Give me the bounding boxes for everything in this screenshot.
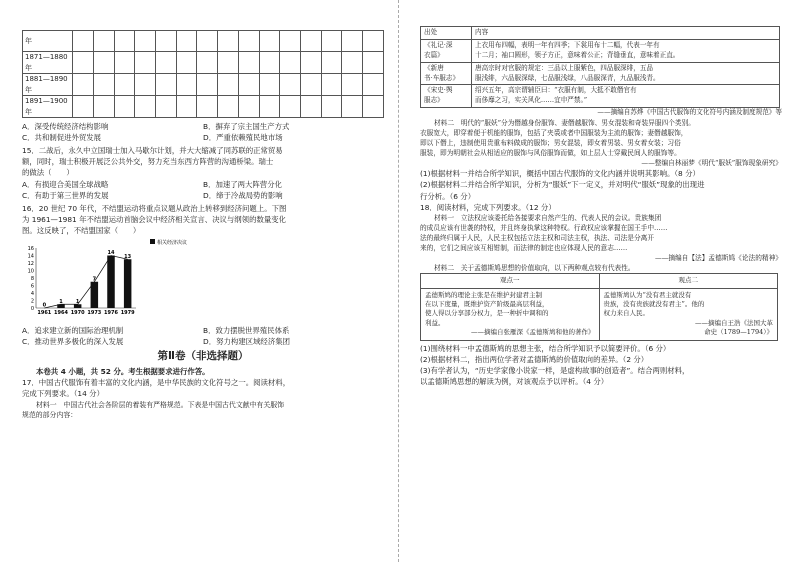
year-cell: 年 <box>23 31 73 52</box>
section-note: 本卷共 4 小题，共 52 分。考生根据要求进行作答。 <box>36 367 210 377</box>
stem-line: 额，同时，瑞士积极开展泛公共外交，努力充当东西方阵营的沟通桥梁。瑞士 <box>22 157 274 167</box>
y-tick-label: 2 <box>30 298 34 305</box>
question-line: (3)有学者认为，“历史学家像小说家一样，是虚构故事的创造者”。结合两则材料， <box>420 365 690 375</box>
material-line: 材料二 关于孟德斯鸠思想的价值取向，以下两种观点较有代表性。 <box>434 264 635 273</box>
material-two <box>420 118 782 168</box>
source-cell: 《新唐 书·车服志》 <box>421 62 472 85</box>
y-tick-label: 12 <box>27 260 34 267</box>
source-cell: 《宋史·舆 服志》 <box>421 85 472 108</box>
option-b[interactable]: B．摒弃了宗主国生产方式 <box>203 122 290 131</box>
x-tick-label: 1973 <box>87 310 102 317</box>
right-column <box>420 0 782 387</box>
option-a[interactable]: A．有损迎合美国全球战略 <box>22 179 109 189</box>
q18-stem: 18．阅读材料，完成下列要求。（12 分） <box>420 202 556 212</box>
option-b[interactable]: B．加速了两大阵营分化 <box>203 179 282 189</box>
header-content: 内容 <box>472 27 780 40</box>
stem-line: 完成下列要求。（14 分） <box>22 389 104 399</box>
question-line: 行分析。（6 分） <box>420 191 476 201</box>
resolution-bar-chart <box>22 236 222 322</box>
question-line: 以孟德斯鸠思想的解读为例，对该观点予以评析。（4 分） <box>420 376 609 386</box>
stem-line: 为 1961—1981 年不结盟运动首脑会议中经济相关宣言、决议与纲领的数量变化 <box>22 214 287 224</box>
stem-line: 17．中国古代服饰有着丰富的文化内涵，是中华民族的文化符号之一。阅读材料， <box>22 378 291 388</box>
table-row <box>421 85 780 108</box>
material-line: 材料一 立法权应该委托给各接要求自然产生的、代表人民的会议。贵族集团 <box>434 213 662 222</box>
question-line: (1)围绕材料一中孟德斯鸠的思想主张，结合所学知识予以简要评价。（6 分） <box>420 343 671 353</box>
year-cell: 1871—1880年 <box>23 52 73 74</box>
material-line: 来的，它们之间应该互相钳制，而法律的制定也应体现人民的意志…… <box>420 243 628 252</box>
q16-stem <box>22 203 384 236</box>
y-tick-label: 0 <box>30 305 34 312</box>
stem-line: 15．二战后，永久中立国瑞士加入马歇尔计划，并大大缩减了同苏联的正常贸易 <box>22 146 283 156</box>
material-line: 即以下僭上，违制使用贵重布料做成的服饰；男女混装，即女着男装、男女着女装；习俗 <box>420 139 681 148</box>
material-line: 材料二 明代的“服妖”分为僭越身份服饰、妻僭越服饰、男女混装和奇装异服四个类别。 <box>434 119 695 128</box>
table-header-row <box>421 27 780 40</box>
bar <box>74 304 82 308</box>
option-c[interactable]: C．推动世界多极化的深入发展 <box>22 337 124 347</box>
option-a[interactable]: A．深受传统经济结构影响 <box>22 122 109 131</box>
table-header-row <box>421 274 778 288</box>
content-cell: 绍兴五年，高宗谓辅臣曰：“衣服有制，大抵不敢僭官有 而侈靡之习，实关风化……宜申严禁。” <box>472 85 780 108</box>
table-row <box>23 31 384 52</box>
question-line: (2)根据材料二并结合所学知识，分析为“服妖”下一定义，并对明代“服妖”现象的出现进 <box>420 180 705 190</box>
left-column <box>22 0 384 420</box>
data-label: 14 <box>107 250 115 257</box>
stem-line: 16．20 世纪 70 年代，不结盟运动将重点议题从政治上转移到经济问题上。下图 <box>22 203 287 213</box>
option-c[interactable]: C．有助于第三世界的发展 <box>22 190 109 200</box>
material-line: 衣服宽大，即穿着便于机能的服饰，包括了夹裘或者中国服装为主流的服饰；妻僭越服饰， <box>420 129 688 138</box>
data-label: 1 <box>59 298 63 305</box>
material-credit: ——摘编自【法】孟德斯鸠《论法的精神》 <box>654 253 782 262</box>
trade-table <box>22 30 384 118</box>
source-cell: 《礼记·深 衣篇》 <box>421 39 472 62</box>
data-label: 1 <box>75 298 80 305</box>
year-cell: 1891—1900年 <box>23 96 73 118</box>
option-d[interactable]: D．努力构建区域经济集团 <box>203 337 290 347</box>
table-row <box>421 288 778 340</box>
trend-line <box>44 256 127 309</box>
chart-legend <box>150 239 187 246</box>
table-row <box>23 74 384 96</box>
table-row <box>23 52 384 74</box>
stem-line: 图。这反映了，不结盟国家（ ） <box>22 225 141 235</box>
data-label: 7 <box>92 276 97 283</box>
question-line: (2)根据材料二，指出两位学者对孟德斯鸠的价值取向的差异。（2 分） <box>420 354 649 364</box>
clothing-rules-table <box>420 26 780 108</box>
table-row <box>421 39 780 62</box>
x-tick-label: 1964 <box>54 310 68 317</box>
option-a[interactable]: A．追求建立新的国际治理机制 <box>22 326 124 336</box>
question-line: (1)根据材料一并结合所学知识，概括中国古代服饰的文化内涵并说明其影响。（8 分） <box>420 169 700 179</box>
header-view-one: 观点一 <box>421 274 600 288</box>
legend-label: 相关经济决议 <box>157 240 188 247</box>
q18-material-one <box>420 213 782 273</box>
header-source: 出处 <box>421 27 472 40</box>
y-tick-label: 14 <box>27 253 34 260</box>
table-row <box>421 62 780 85</box>
section-title: 第Ⅱ卷（非选择题） <box>157 350 249 363</box>
x-tick-label: 1979 <box>120 310 135 317</box>
y-tick-label: 10 <box>27 268 34 275</box>
content-cell: 上衣用布四幅，表明一年有四季；下裳用布十二幅，代表一年有 十二月；袖口圆形，领子方正，意味着公正；背缝垂直，意味着正直。 <box>472 39 780 62</box>
material-line: 法的最终归属于人民，人民主权包括立法主权和司法主权，执法、司法是分离开 <box>420 233 655 242</box>
bar <box>107 256 115 309</box>
table-credit: ——摘编自苏烨《中国古代服饰的文化符号内涵及制度规范》等 <box>597 108 782 117</box>
q16-options <box>22 325 384 347</box>
option-d[interactable]: D．严重依赖殖民地市场 <box>203 133 283 143</box>
y-tick-label: 8 <box>30 275 34 282</box>
bar <box>124 259 131 308</box>
data-label: 13 <box>124 253 132 260</box>
legend-swatch <box>150 239 155 244</box>
y-tick-label: 6 <box>30 283 34 290</box>
q15-stem <box>22 145 384 178</box>
y-tick-label: 16 <box>27 245 34 252</box>
x-tick-label: 1961 <box>37 310 52 317</box>
material-credit: ——整编自林丽梦《明代“服妖”服饰现象研究》 <box>641 159 782 168</box>
q15-options <box>22 179 384 201</box>
content-cell: 唐高宗时对官服的规定：三品以上服紫色，四品服深绯，五品 服浅绯，六品服深绿，七品服浅绿，八品服深青，九品服浅青。 <box>472 62 780 85</box>
data-label: 0 <box>42 302 47 309</box>
y-tick-label: 4 <box>30 290 34 297</box>
stem-line: 的做法（ ） <box>22 168 74 178</box>
option-c[interactable]: C．共和制促进外贸发展 <box>22 133 102 143</box>
year-cell: 1881—1890年 <box>23 74 73 96</box>
header-view-two: 观点二 <box>599 274 778 288</box>
material-line: 的成员应该有世袭的特权，并且终身执掌这种特权。行政权应该掌握在国王手中…… <box>420 223 668 232</box>
view-two-cell: 孟德斯鸠认为“没有君主就没有 贵族，没有贵族就没有君主”。他的 权力来自人民。 ——摘编自王浩《法国大革 命史（1789—1794）》 <box>599 288 778 340</box>
option-b[interactable]: B．致力摆脱世界殖民体系 <box>203 326 290 336</box>
material-line: 服装，即为明朝社会从相适应的服饰与风俗服饰而做，如上层人士穿戴民间人的服饰等。 <box>420 149 681 158</box>
x-tick-label: 1970 <box>70 310 85 317</box>
material-line: 材料一 中国古代社会各阶层的着装有严格规范。下表是中国古代文献中有关服饰 <box>36 400 285 409</box>
q14-options <box>22 121 384 143</box>
material-line: 规范的部分内容： <box>22 410 78 419</box>
table-row <box>23 96 384 118</box>
page-fold-line <box>398 0 399 562</box>
view-one-cell: 孟德斯鸠的理论主张是在维护封建君主制 在以下度量，既维护资产阶级最高层利益， 使人得以分享部分权力，是一种折中调和的 利益。 ——摘编自张雁深《孟德斯鸠和他的著作》 <box>421 288 600 340</box>
viewpoint-table <box>420 273 778 341</box>
x-tick-label: 1976 <box>104 310 118 317</box>
option-d[interactable]: D．缔于冷战局势的影响 <box>203 190 283 200</box>
